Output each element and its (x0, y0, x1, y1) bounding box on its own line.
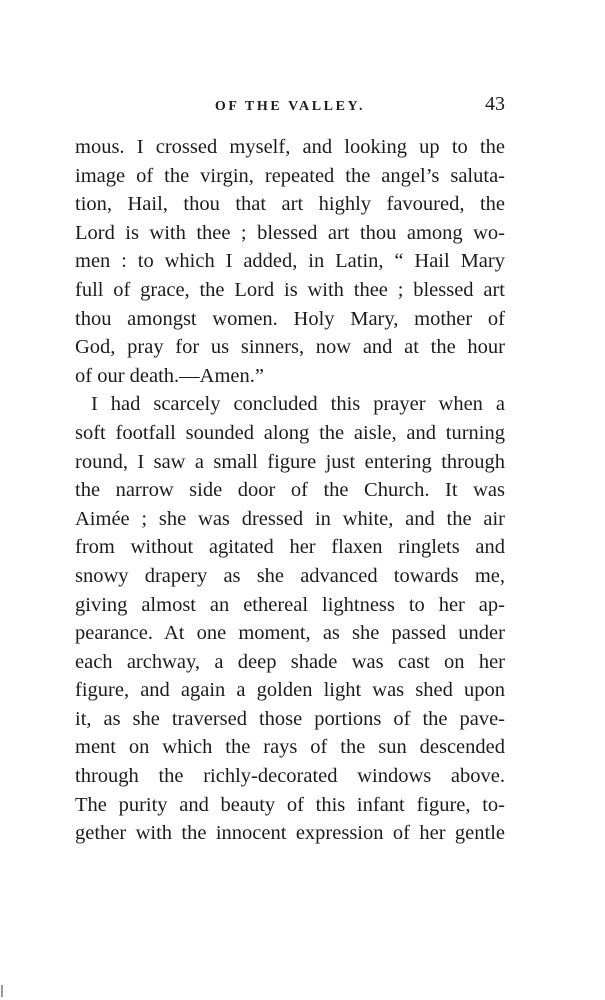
scan-edge-mark (1, 985, 3, 997)
text-line: gether with the innocent expression of her gentle (75, 822, 505, 845)
text-line: it, as she traversed those portions of the pave- (75, 707, 505, 730)
text-line: thou amongst women. Holy Mary, mother of (75, 307, 505, 330)
text-line: giving almost an ethereal lightness to her ap- (75, 593, 505, 616)
running-head (75, 93, 505, 123)
text-line: Aimée ; she was dressed in white, and the air (75, 507, 505, 530)
text-line: image of the virgin, repeated the angel’s saluta- (75, 164, 505, 187)
body-text (75, 133, 505, 848)
text-line: round, I saw a small figure just entering through (75, 450, 505, 473)
text-line: snowy drapery as she advanced towards me, (75, 564, 505, 587)
text-line: through the richly-decorated windows above. (75, 765, 505, 788)
text-line: full of grace, the Lord is with thee ; blessed art (75, 278, 505, 301)
text-line: figure, and again a golden light was shed upon (75, 679, 505, 702)
paragraph-end-line: of our death.—Amen.” (75, 364, 264, 387)
text-line: pearance. At one moment, as she passed under (75, 622, 505, 645)
page-number: 43 (485, 93, 505, 115)
text-line: from without agitated her flaxen ringlets and (75, 536, 505, 559)
running-title: OF THE VALLEY. (214, 99, 366, 114)
text-line: soft footfall sounded along the aisle, and turning (75, 421, 505, 444)
text-line: The purity and beauty of this infant figure, to- (75, 793, 505, 816)
text-line: ment on which the rays of the sun descended (75, 736, 505, 759)
text-line: men : to which I added, in Latin, “ Hail Mary (75, 250, 505, 273)
text-line: mous. I crossed myself, and looking up to the (75, 136, 505, 158)
text-line: the narrow side door of the Church. It was (75, 479, 505, 502)
paragraph-start-line: I had scarcely concluded this prayer when a (91, 393, 505, 416)
text-line: Lord is with thee ; blessed art thou among wo- (75, 221, 505, 244)
text-line: tion, Hail, thou that art highly favoured, the (75, 193, 505, 216)
text-line: God, pray for us sinners, now and at the hour (75, 336, 505, 359)
text-line: each archway, a deep shade was cast on her (75, 650, 505, 673)
